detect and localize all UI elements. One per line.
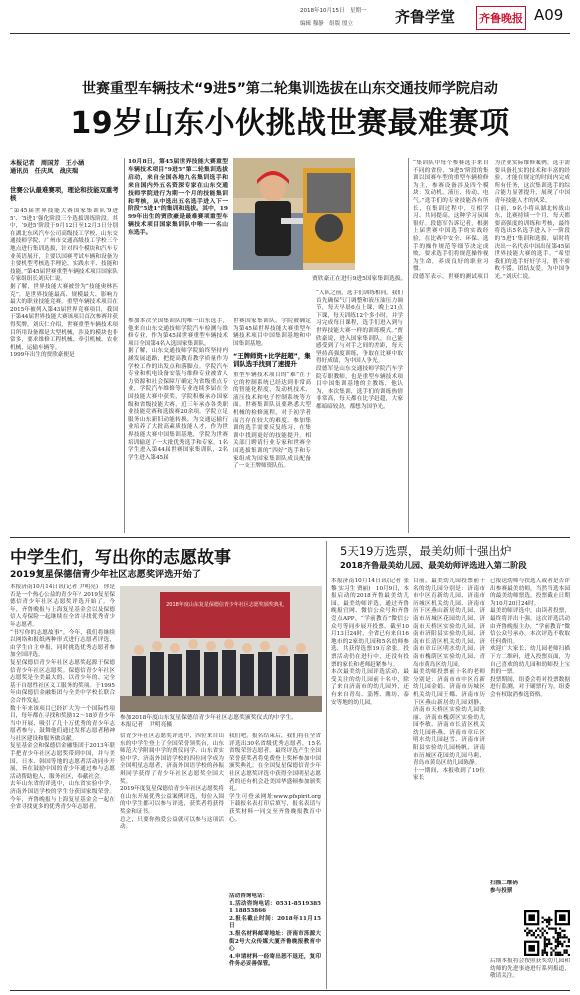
top-story-col3: 世赛国家集训队。学院被确定为第45届世界技能大赛重型车辆技术项目中国集训基地和中国集训基地。 — [233, 318, 311, 347]
qr-code-icon[interactable] — [524, 910, 570, 956]
bottom-rule — [10, 990, 570, 991]
col-divider — [408, 158, 409, 533]
volunteer-contact: 活动咨询电话： 1.活动咨询电话：0531-85193851 18853866 2.报名截止时间：2018年11月15日 3.报名材料邮寄地址：济南市泺源大街2号大众传媒大厦齐鲁晚报教育中心 4.申请材料一经寄出恕不退还，复印件务必妥善保管。 — [229, 893, 321, 968]
top-story-col3b: 重型车辆技术项目的“难”在于它的控制系统已经达到非常高的智能化程度，发动机技术、液压技术和电子控制系统等方面。世赛集训队员要熟悉大型机械的检修流程，对于初学者而言存在较大的难度。参加集训的选手需要反复练习，在集训中找到更好的技能提升。相关部门聘请行业专家和世赛全国选拔集训的“四好”选手和专家组成为国家集训队成员配备了一支王牌师资队伍。 — [233, 372, 311, 470]
section-rule — [10, 537, 570, 538]
col-divider — [124, 158, 125, 533]
volunteer-col1: 本报济南10月14日讯(记者 尹明亮) 你是否是一个热心公益的青少年？2019复星保德信青少年社区志愿奖评选开始了。今年，齐鲁晚报与上海复星基金会以及保德信人寿保险一起继续在全省寻找优秀青少年志愿者。 “书写你的志愿故事”。今年，我们将继续以网络和报纸两种形式进行志愿者评选，由学生自主申报，同时挑选优秀志愿者参加全国评选。 复星保德信青少年社区志愿奖起源于保德信青少年社区志愿奖。保德信青少年社区志愿奖是全美最大的、以青少年的、完全基于自愿性社区义工服务的奖项。于1995年由保德信金融集团与全美中学校长联合会合作发起。 数十年来该项目已经扩大为一个国际性项目，每年都在寻找和奖励12～18岁青少年当中开展、吸引了几十万优秀的青少年志愿者参与，鼓舞他们通过发挥志愿者精神与社区建设和服务做贡献。 复星基金会和保德信金融集团于2013年联手把青少年社区志愿奖带到中国，并与美国、日本、韩国等地的志愿者活动同步开展，旨在鼓励中国的青少年通过参与志愿活动帮助他人，服务社区，奉献社会。 去年山东省的评选中，山东省实验中学、济南外国语学校的学生分获国家级荣誉。今年，齐鲁晚报与上海复星基金会一起在全省寻找更多的优秀青少年志愿者。 — [10, 584, 115, 811]
issue-date: 2018年10月15日 星期一 — [300, 8, 367, 14]
top-story-col4: “人队之前，选手们训练相同，我们首先确保气门调整和液压油压力调节，每天早晨6点上课，晚上21点下课，每天训练12个多小时，并学习完成每日课程，选手们进入到与世界技能大赛一样的训练模式。”贾欣豪说，进入国家集训队，自己能感受到了与对手之间的差距，每天坚持高强度训练，争取在比赛中取得好成绩，为中国人争光。 段德军是山东交通技师学院汽车学院专职教师，也是重型车辆技术项目中国集训基地的主教练，他认为，本次集训，选手们的训练热情非常高，每天都在比学赶超，大家都暗暗较劲，都想为国争光。 — [316, 290, 403, 410]
top-story-lead: 10月8日，第45届世界技能大赛重型车辆技术项目“9进5”第二轮集训选拔启动，来自全国各地九名集训选手和来自国内外五名资深专家在山东交通技师学院进行为期一个月的技能集训和考核，从中选出五名选手进入下一阶段“5进1”的集训和选拔。其中，1999年出生的贾欣豪是最难赛项重型车辆技术项目国家集训队中唯一一名山东选手。 — [128, 158, 228, 237]
kindergarten-col3-tail: 后期本报将会按照获奖幼儿园和幼师的先进事迹进行系列报道，敬请关注。 — [490, 958, 570, 980]
volunteer-subtitle: 2019复星保德信青少年社区志愿奖评选开始了 — [10, 569, 201, 580]
mechanic-photo-caption: 贾欣豪正在进行9进5国家集训选拔。 — [312, 276, 407, 282]
kindergarten-kicker: 5天19万选票，最美幼师十强出炉 — [340, 544, 512, 558]
col-divider — [326, 541, 327, 989]
top-story-col2: 参加本次全国集训队的唯一山东选手，他来自山东交通技师学院汽车检测与维修专业，作为第45届世赛重型车辆技术项目全国第4名入选国家集训队。 据了解，山东交通技师学院始终坚持内涵发展道路，把提高教育教学质量作为学校工作的出发点和落脚点。学院汽车专业和机电设备安装与维修专业被省人力资源和社会保障厅确定为省级重点专业，学院汽车维修等专业连续多届在全国技能大赛中获奖，学院积极承办国家级和省级技能大赛，近三年承办各类职业技能竞赛和选拔赛20余项。学院立足服务山东新旧动能转换，为交通运输行业培养了大批高素质技能人才，作为世界技能大赛中国集训基地，学院为世赛培训输送了一大批优秀选手和专家，1名学生进入第44届世赛国家集训队，2名学生进入第45届 — [128, 318, 228, 461]
page-number: A09 — [534, 6, 564, 24]
volunteer-col3: 我们吧。报名结束后，我们将在全省评选出30名省级优秀志愿者，15名省级荣誉志愿者。最终评选产生全国荣誉获奖者将免费登上奖杯参加中国颁奖典礼。在全国复星保德信青少年社区志愿奖评选中获得全国明星志愿者的还有机会赴美国华盛顿参加颁奖礼。 学生可登录网址www.pfspirit.org下载报名表打印后填写，报名表请与获奖材料一同交至齐鲁晚报教育中心。 — [229, 733, 321, 823]
mechanic-photo — [233, 158, 355, 270]
newspaper-logo: 齐鲁晚报 — [476, 6, 526, 30]
photo-banner-text: 2018年度山东复星保德信青少年社区志愿奖颁奖典礼 — [166, 602, 284, 608]
volunteer-group-photo — [120, 586, 322, 712]
volunteer-headline: 中学生们，写出你的志愿故事 — [10, 548, 231, 568]
qr-label: 扫描二维码 参与投票 — [490, 880, 518, 894]
top-story-col3-subhead: “王牌师资+比学赶超”，集训队选手找到了速提升 — [233, 352, 311, 368]
kindergarten-col2: 目前，最美幼儿园投票前十名的幼儿园分别是：济南市市中区育新幼儿园、济南市历城区机关幼儿园、济南市历下区燕山新居幼儿园、济南市历城区花园幼儿园、济南市天桥区实验幼儿园、济南市济阳县实验幼儿园、济南市长清区机关幼儿园、济南市章丘区明水幼儿园、济南市槐荫区实验幼儿园、青岛市黄岛区幼儿园。 最美幼师投票前十名的老师分别是：济南市市中区育新幼儿园金娟、济南市历城区机关幼儿园王娜、济南市历下区燕山新居幼儿园刘静、济南市天桥区实验幼儿园张丽、济南市槐荫区实验幼儿园李敏、济南市长清区机关幼儿园孙燕、济南市章丘区明水幼儿园赵雪、济南市济阳县实验幼儿园杨帆、济南市历城区花园幼儿园马莉、青岛市黄岛区幼儿园陈静。 十一期间，本报收到了19位家长 — [413, 578, 485, 782]
kindergarten-headline: 2018齐鲁最美幼儿园、最美幼师评选进入第二阶段 — [340, 560, 527, 570]
kindergarten-col1: 本报济南10月14日讯(记者 张黎 实习生 贾丽) 10月9日，本报启动的2018齐鲁最美幼儿园、最美幼师评选，通过齐鲁晚报官网、微信公众号和齐鲁壹点APP，“学前教育”微信公众号等同步展开投票。截至10月13日24时，全省已有来自16地市的2家幼儿园和5名幼师参选，共获得选票19万余张。投票活动仍在进行中，还没有投票的家长和老师赶紧参与。 本次最美幼儿园评选活动，最受关注的幼儿园前十名中，除了来自济南市的幼儿园外，还有来自青岛、淄博、潍坊、泰安等地的幼儿园。 — [331, 578, 409, 706]
top-story-subhead: 世赛公认最难赛项，理论和技能双重考核 — [10, 186, 119, 202]
editor-credit: 编辑 穆静 组版 殷立 — [300, 21, 353, 27]
top-story-byline: 本报记者 周国芳 王小涵 通讯员 任庆凤 战庆瑞 — [10, 160, 85, 175]
volunteer-photo-caption: 参加2018年度山东复星保德信青少年社区志愿奖颁奖仪式的中学生。 本报记者 尹明亮摄 — [120, 715, 298, 728]
top-story-headline: 19岁山东小伙挑战世赛最难赛项 — [70, 106, 510, 141]
kindergarten-col3: 已报送幼师与扶选人或者是否评出参赛最美幼师，当然当选本园的最美幼师票选。投票截止日期为10月20日24时。 最美幼师评选中，由读者投票，最终将评出十强。这次评选活动由齐鲁晚报主办，“学前教育”微信公众号承办。本次评选不收取任何费用。 欢迎广大家长、幼儿园老师扫描下方二维码，进入投票页面，为自己喜欢的幼儿园和幼师投上宝贵的一票。 投票期间，组委会将对投票数据进行监测，对于刷票行为，组委会有权取消参选资格。 — [490, 578, 570, 698]
header-rule — [10, 33, 570, 34]
section-title: 齐鲁学堂 — [395, 8, 456, 26]
top-story-col1: “第45届世界技能大赛国家集训队‘9进5’、‘5进1’强化阶段三个选拔训练阶段。其中，‘9进5’阶段于9月12日至12月3日分别在湖北东风汽车公司高级技工学校、山东交通技师学院、广州市交通高级技工学校三个地点进行集训选拔，针对四个模块和汽车专业英语展开，主要以国赛考试车辆和设备为主要机型考核选手理论、实践水平、技能和技能。”第45届世赛重型车辆技术项目国家队专家组组长刘庆仁说。 据了解，世界技能大赛被誉为“技能奥林匹克”，是世界技能最高、规模最大、影响力最大的职业技能竞赛。重型车辆技术项目在2015年被列入第43届世界竞赛项目，我国于第44届世界技能大赛该项目首次参赛并获得奖牌。刘庆仁介绍，世赛重型车辆技术项目所用设备都是大型机械，涉及的模块也非常多，要求维修工程机械、牵引机械、农业机械、运输车辆等。 1999年出生的贾欣豪便是 — [10, 208, 118, 359]
volunteer-col2: 信青少年社区志愿奖评选中，四位来自山东的中学生登上了全国荣誉领奖台，山东师范大学附属中学的贾仪同学、山东省实验中学、济南外国语学校的四位同学成为全国明星志愿者，济南外国语学校的孙振琪同学获得了青少年社区志愿奖全国大奖。 2019年度复星保德信青少年社区志愿奖将在山东开展优秀公益案例评选，每位入围的中学生都可以参与评选，获奖者将获得奖金和证书。 总之，只要你热爱公益就可以参与这项活动。 — [120, 733, 224, 831]
top-story-kicker: 世赛重型车辆技术“9进5”第二轮集训选拔在山东交通技师学院启动 — [82, 81, 498, 97]
top-story-col5: “集训队中每个参赛选手来自不同的省份，‘9进5’阶段的集训以国赛车型的重型车辆检修为主，参赛设备涉及四个模块：发动机、液压、传动、电气。”选手们的专业技能各有所长，在集训过程中，互相学习、共同提高，这种学习氛围很好。段德军告诉记者，根据上届世赛中国选手的实战经验，在比赛中安全、环保、选手的操作规范等细节决定成败，要求选手们将规范操作视为生命，养成良好的职业习惯。 段德军表示，世赛的测试项目为企业实际维修案例。选手需要具备扎实的技术和丰富的经验，才能在规定的时间内完成所有任务，这次集训选手的综合能力显著提升，展现了中国青年技能人才的风采。 目前，9名小将从湖北转战山东，比赛持续一个月，每天都要高强度的训练和考核，最终将选出5名选手进入下一阶段的‘5进1’集训和选拔，届时将决出一名代表中国出征第45届世界技能大赛的选手。“希望我们的选手好好学习，胜不骄败不馁，团结友爱，为中国争光。”刘庆仁说。 — [413, 160, 570, 280]
